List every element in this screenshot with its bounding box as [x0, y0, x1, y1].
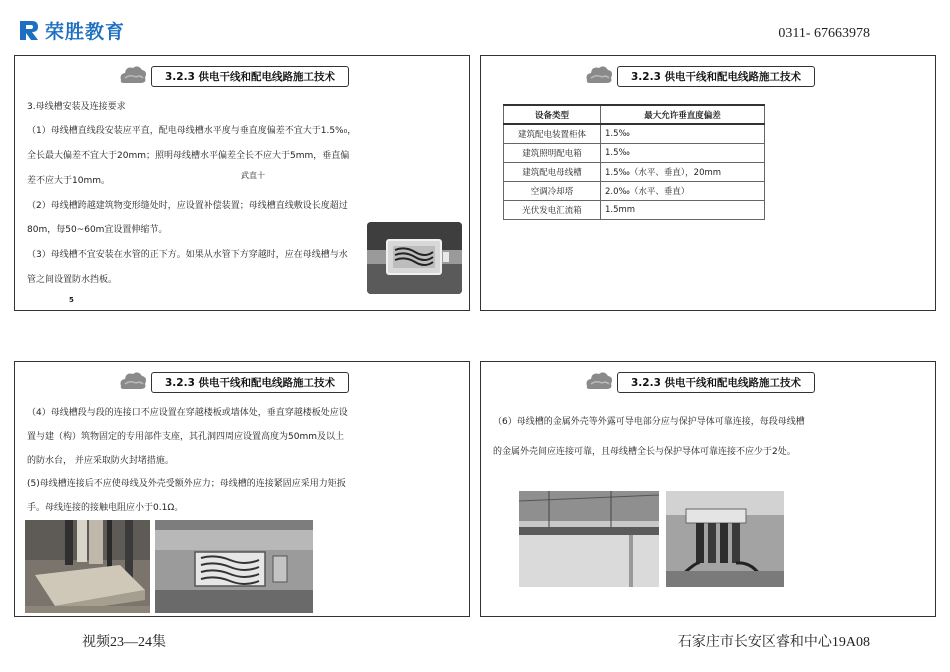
text-line: 差不应大于10mm。 [27, 176, 110, 186]
text-line: 置与建（构）筑物固定的专用部件支座，其孔洞四周应设置高度为50mm及以上 [27, 432, 344, 442]
text-line: （3）母线槽不宜安装在水管的正下方。如果从水管下方穿越时，应在母线槽与水 [27, 250, 348, 260]
footer-address: 石家庄市长安区睿和中心19A08 [677, 635, 870, 650]
grounding-connection-image [666, 491, 784, 587]
text-line: 手。母线连接的接触电阻应小于0.1Ω。 [27, 503, 184, 513]
text-line: 的防水台， 并应采取防火封堵措施。 [27, 456, 174, 466]
slide-title: 3.2.3 供电干线和配电线路施工技术 [617, 372, 815, 393]
text-line: 管之间设置防水挡板。 [27, 275, 118, 285]
slide-2 [480, 55, 936, 311]
text-line: (5)母线槽连接后不应使母线及外壳受额外应力；母线槽的连接紧固应采用力矩扳 [27, 479, 346, 489]
footer-video-label: 视频23—24集 [82, 635, 166, 650]
table-cell: 建筑配电母线槽 [504, 162, 601, 181]
logo-mark-icon [18, 18, 42, 42]
table-row [504, 162, 765, 181]
slide-3 [14, 361, 470, 617]
phone-number: 0311- 67663978 [778, 26, 870, 41]
deviation-table [503, 104, 765, 220]
floor-penetration-image [25, 520, 150, 613]
text-line: 全长最大偏差不宜大于20mm；照明母线槽水平偏差全长不应大于5mm，垂直偏 [27, 151, 350, 161]
table-row [504, 181, 765, 200]
ceiling-busway-photo [519, 491, 659, 587]
table-cell: 1.5‰（水平、垂直），20mm [601, 162, 765, 181]
slide-1 [14, 55, 470, 311]
text-line: （2）母线槽跨越建筑物变形缝处时，应设置补偿装置；母线槽直线敷设长度超过 [27, 201, 348, 211]
text-line: （1）母线槽直线段安装应平直，配电母线槽水平度与垂直度偏差不宜大于1.5%₀， [27, 126, 357, 136]
slide-4 [480, 361, 936, 617]
busway-joint-photo [155, 520, 313, 613]
table-header-row [504, 105, 765, 124]
cloud-decoration-icon [118, 369, 148, 393]
table-cell: 1.5‰ [601, 124, 765, 143]
text-line: 3.母线槽安装及连接要求 [27, 102, 126, 112]
ceiling-installation-image [519, 491, 659, 587]
busway-joint-image [367, 222, 462, 294]
slide-header [617, 65, 815, 87]
table-cell: 建筑照明配电箱 [504, 143, 601, 162]
busway-photo [367, 222, 462, 294]
table-row [504, 143, 765, 162]
slide-header [151, 371, 349, 393]
annotation-note: 武直十 [241, 171, 265, 180]
busway-grounding-photo [666, 491, 784, 587]
slide-title: 3.2.3 供电干线和配电线路施工技术 [617, 66, 815, 87]
slide-header [617, 371, 815, 393]
table-cell: 1.5mm [601, 200, 765, 219]
table-row [504, 124, 765, 143]
busway-connection-image [155, 520, 313, 613]
table-cell: 空调冷却塔 [504, 181, 601, 200]
cloud-decoration-icon [584, 369, 614, 393]
table-cell: 2.0‰（水平、垂直） [601, 181, 765, 200]
table-cell: 光伏发电汇流箱 [504, 200, 601, 219]
brand-name: 荣胜教育 [45, 20, 126, 43]
text-line: （4）母线槽段与段的连接口不应设置在穿越楼板或墙体处，垂直穿越楼板处应设 [27, 408, 348, 418]
slide-title: 3.2.3 供电干线和配电线路施工技术 [151, 66, 349, 87]
table-row [504, 200, 765, 219]
table-cell: 建筑配电装置柜体 [504, 124, 601, 143]
text-line: （6）母线槽的金属外壳等外露可导电部分应与保护导体可靠连接，每段母线槽 [493, 417, 805, 427]
slide-title: 3.2.3 供电干线和配电线路施工技术 [151, 372, 349, 393]
cloud-decoration-icon [118, 63, 148, 87]
table-cell: 1.5‰ [601, 143, 765, 162]
text-line: 的金属外壳间应连接可靠，且母线槽全长与保护导体可靠连接不应少于2处。 [493, 447, 796, 457]
text-line: 80m，每50~60m宜设置伸缩节。 [27, 225, 168, 235]
floor-support-photo [25, 520, 150, 613]
column-header: 设备类型 [504, 105, 601, 124]
brand-logo [18, 16, 125, 44]
column-header: 最大允许垂直度偏差 [601, 105, 765, 124]
slide-header [151, 65, 349, 87]
page-number: 5 [69, 296, 74, 304]
cloud-decoration-icon [584, 63, 614, 87]
